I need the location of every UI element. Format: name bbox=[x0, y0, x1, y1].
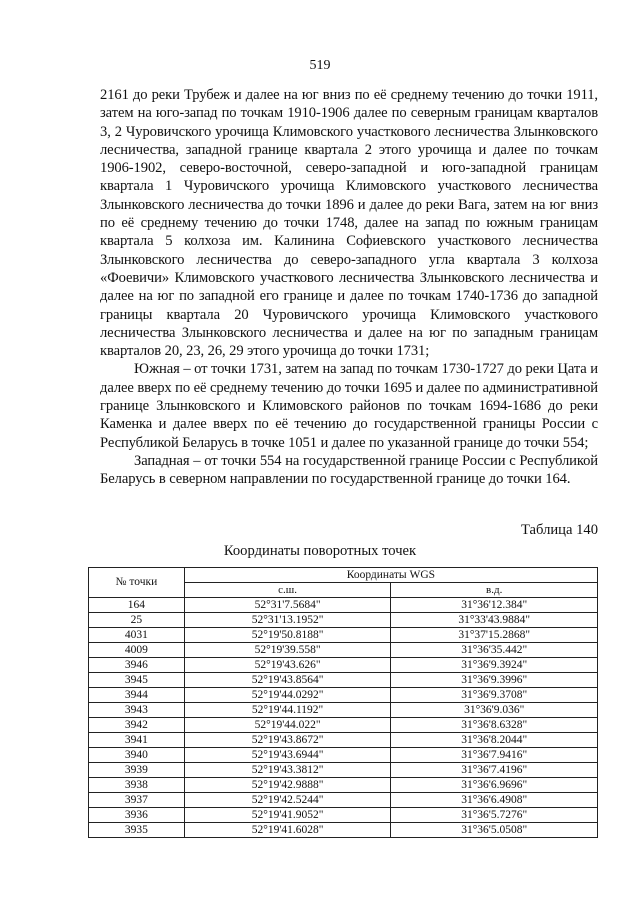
latitude-cell: 52°19'44.0292" bbox=[184, 688, 391, 703]
longitude-cell: 31°36'8.6328" bbox=[391, 718, 598, 733]
point-number-cell: 3940 bbox=[89, 748, 185, 763]
longitude-cell: 31°36'7.9416" bbox=[391, 748, 598, 763]
point-number-cell: 3941 bbox=[89, 733, 185, 748]
longitude-cell: 31°36'9.3996" bbox=[391, 673, 598, 688]
latitude-cell: 52°19'43.626" bbox=[184, 658, 391, 673]
header-wgs-coordinates: Координаты WGS bbox=[184, 568, 597, 583]
point-number-cell: 3936 bbox=[89, 808, 185, 823]
latitude-cell: 52°19'43.6944" bbox=[184, 748, 391, 763]
point-number-cell: 3942 bbox=[89, 718, 185, 733]
coordinates-table-body bbox=[89, 598, 598, 838]
point-number-cell: 4031 bbox=[89, 628, 185, 643]
table-title: Координаты поворотных точек bbox=[223, 543, 417, 559]
point-number-cell: 3939 bbox=[89, 763, 185, 778]
table-row bbox=[89, 718, 598, 733]
longitude-cell: 31°36'5.0508" bbox=[391, 823, 598, 838]
point-number-cell: 164 bbox=[89, 598, 185, 613]
table-row bbox=[89, 598, 598, 613]
table-row bbox=[89, 613, 598, 628]
header-point-number: № точки bbox=[89, 568, 185, 598]
table-row bbox=[89, 808, 598, 823]
latitude-cell: 52°31'13.1952" bbox=[184, 613, 391, 628]
latitude-cell: 52°19'42.9888" bbox=[184, 778, 391, 793]
table-row bbox=[89, 748, 598, 763]
paragraph-south: Южная – от точки 1731, затем на запад по точкам 1730-1727 до реки Цата и далее вверх по её среднему течению до точки 1695 и далее по административной границе Злынковского и Климовского районов по точкам 1694-1686 до реки Каменка и далее вверх по её течению до государственной границы России с Республикой Беларусь в точке 1051 и далее по указанной границе до точки 554; bbox=[100, 361, 598, 451]
table-row bbox=[89, 763, 598, 778]
point-number-cell: 3938 bbox=[89, 778, 185, 793]
header-longitude: в.д. bbox=[391, 583, 598, 598]
latitude-cell: 52°19'39.558" bbox=[184, 643, 391, 658]
latitude-cell: 52°19'41.6028" bbox=[184, 823, 391, 838]
longitude-cell: 31°36'9.3924" bbox=[391, 658, 598, 673]
latitude-cell: 52°19'43.8672" bbox=[184, 733, 391, 748]
longitude-cell: 31°33'43.9884" bbox=[391, 613, 598, 628]
table-row bbox=[89, 673, 598, 688]
point-number-cell: 3937 bbox=[89, 793, 185, 808]
table-label: Таблица 140 bbox=[520, 522, 598, 538]
coordinates-table bbox=[88, 567, 598, 838]
point-number-cell: 3943 bbox=[89, 703, 185, 718]
latitude-cell: 52°19'43.8564" bbox=[184, 673, 391, 688]
longitude-cell: 31°37'15.2868" bbox=[391, 628, 598, 643]
point-number-cell: 25 bbox=[89, 613, 185, 628]
table-row bbox=[89, 643, 598, 658]
point-number-cell: 3944 bbox=[89, 688, 185, 703]
point-number-cell: 4009 bbox=[89, 643, 185, 658]
table-row bbox=[89, 703, 598, 718]
longitude-cell: 31°36'5.7276" bbox=[391, 808, 598, 823]
longitude-cell: 31°36'6.9696" bbox=[391, 778, 598, 793]
longitude-cell: 31°36'12.384" bbox=[391, 598, 598, 613]
longitude-cell: 31°36'8.2044" bbox=[391, 733, 598, 748]
table-row bbox=[89, 688, 598, 703]
latitude-cell: 52°19'50.8188" bbox=[184, 628, 391, 643]
longitude-cell: 31°36'35.442" bbox=[391, 643, 598, 658]
paragraph-north-continuation: 2161 до реки Трубеж и далее на юг вниз по её среднему течению до точки 1911, затем на юго-запад по точкам 1910-1906 далее по северным границам кварталов 3, 2 Чуровичского урочища Климовского участкового лесничества Злынковского лесничества, западной границе квартала 2 этого урочища и далее по точкам 1906-1902, северо-восточной, северо-западной и юго-западной границам квартала 1 Чуровичского урочища Климовского участкового лесничества Злынковского лесничества до точки 1896 и далее до реки Вага, затем на юг вниз по её среднему течению до точки 1748, далее на запад по южным границам квартала 5 колхоза им. Калинина Софиевского участкового лесничества Злынковского лесничества до северо-западного угла квартала 3 колхоза «Фоевичи» Климовского участкового лесничества Злынковского лесничества и далее на юг по западной его границе и далее по точкам 1740-1736 до западной границы квартала 20 Чуровичского урочища Климовского участкового лесничества Злынковского лесничества и далее на юг по западным границам кварталов 20, 23, 26, 29 этого урочища до точки 1731; bbox=[100, 87, 598, 360]
table-row bbox=[89, 778, 598, 793]
point-number-cell: 3946 bbox=[89, 658, 185, 673]
latitude-cell: 52°19'44.1192" bbox=[184, 703, 391, 718]
body-text bbox=[100, 86, 598, 489]
point-number-cell: 3945 bbox=[89, 673, 185, 688]
longitude-cell: 31°36'9.036" bbox=[391, 703, 598, 718]
longitude-cell: 31°36'7.4196" bbox=[391, 763, 598, 778]
table-row bbox=[89, 733, 598, 748]
table-row bbox=[89, 823, 598, 838]
table-row bbox=[89, 658, 598, 673]
table-row bbox=[89, 628, 598, 643]
page-number: 519 bbox=[309, 58, 331, 73]
header-latitude: с.ш. bbox=[184, 583, 391, 598]
latitude-cell: 52°19'44.022" bbox=[184, 718, 391, 733]
latitude-cell: 52°19'42.5244" bbox=[184, 793, 391, 808]
latitude-cell: 52°19'43.3812" bbox=[184, 763, 391, 778]
latitude-cell: 52°31'7.5684" bbox=[184, 598, 391, 613]
longitude-cell: 31°36'9.3708" bbox=[391, 688, 598, 703]
paragraph-west: Западная – от точки 554 на государственной границе России с Республикой Беларусь в северном направлении по государственной границе до точки 164. bbox=[100, 452, 598, 488]
longitude-cell: 31°36'6.4908" bbox=[391, 793, 598, 808]
table-row bbox=[89, 793, 598, 808]
latitude-cell: 52°19'41.9052" bbox=[184, 808, 391, 823]
point-number-cell: 3935 bbox=[89, 823, 185, 838]
